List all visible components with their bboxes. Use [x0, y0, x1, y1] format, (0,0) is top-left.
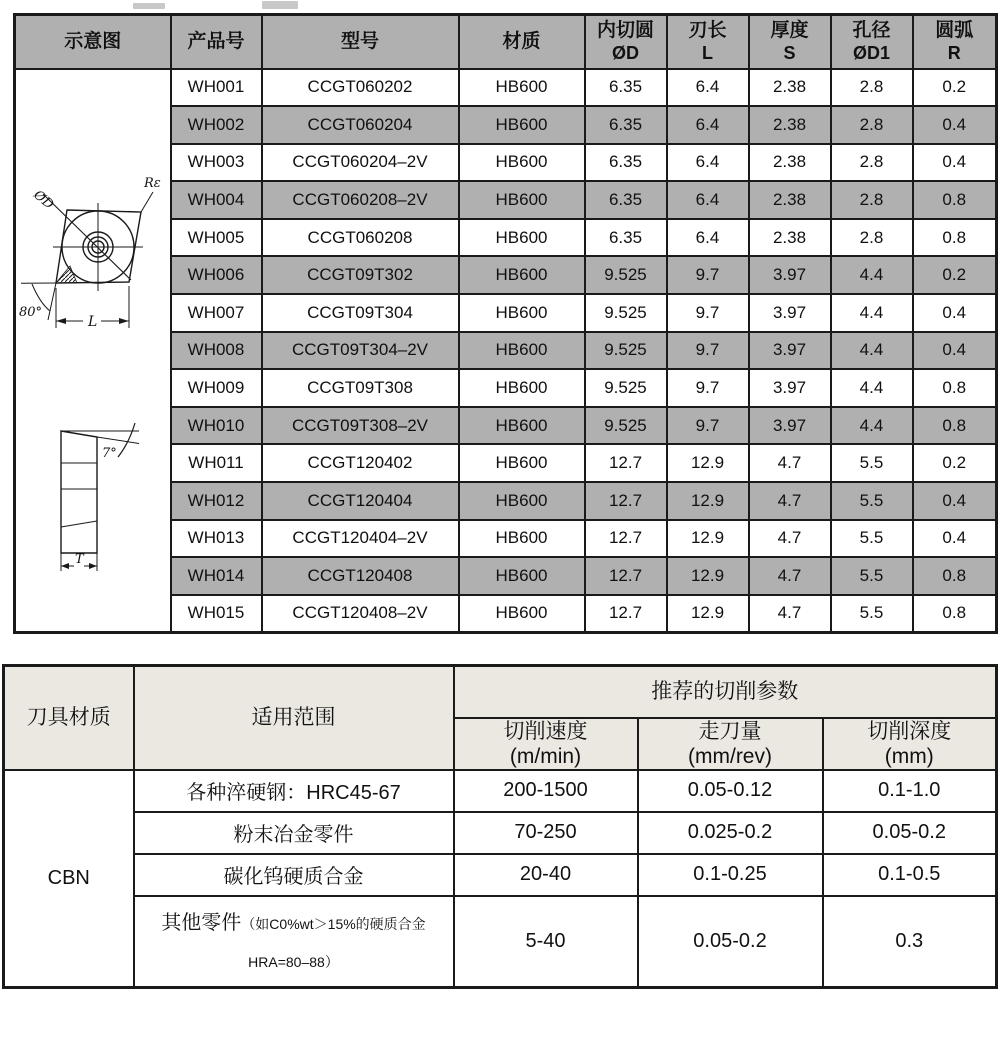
col-header-hole-diameter: 孔径 ØD1 — [831, 15, 913, 69]
spec-cell: 6.35 — [585, 144, 667, 182]
spec-cell: 0.8 — [913, 219, 997, 257]
spec-cell: 2.8 — [831, 106, 913, 144]
spec-cell: 12.9 — [667, 557, 749, 595]
cutting-params-table — [2, 664, 998, 989]
label-relief-angle: 7° — [101, 445, 117, 461]
spec-cell: 9.525 — [585, 369, 667, 407]
spec-cell: 6.35 — [585, 69, 667, 107]
spec-cell: 4.4 — [831, 294, 913, 332]
spec-header-row — [15, 15, 997, 69]
spec-cell: 9.7 — [667, 332, 749, 370]
spec-cell: 4.7 — [749, 595, 831, 633]
col-header-feed-rate: 走刀量 (mm/rev) — [638, 718, 823, 770]
spec-cell: CCGT060208 — [262, 219, 459, 257]
spec-cell: 6.35 — [585, 106, 667, 144]
params-header-row — [4, 666, 997, 718]
speed-cell: 70-250 — [454, 812, 638, 854]
spec-cell: CCGT120404–2V — [262, 520, 459, 558]
col-header-edge-length: 刃长 L — [667, 15, 749, 69]
spec-cell: 6.4 — [667, 69, 749, 107]
spec-cell: 0.2 — [913, 256, 997, 294]
spec-cell: 5.5 — [831, 444, 913, 482]
spec-cell: HB600 — [459, 407, 585, 445]
spec-cell: CCGT09T308 — [262, 369, 459, 407]
spec-cell: HB600 — [459, 294, 585, 332]
spec-cell: 12.7 — [585, 520, 667, 558]
spec-cell: 0.8 — [913, 595, 997, 633]
spec-cell: 4.7 — [749, 482, 831, 520]
spec-cell: 2.38 — [749, 219, 831, 257]
spec-cell: CCGT120404 — [262, 482, 459, 520]
spec-cell: WH010 — [171, 407, 262, 445]
label-edge-length: L — [87, 313, 98, 330]
spec-cell: 2.38 — [749, 144, 831, 182]
spec-cell: HB600 — [459, 106, 585, 144]
spec-cell: 6.35 — [585, 181, 667, 219]
recommended-params-header: 推荐的切削参数 — [454, 666, 997, 718]
spec-cell: HB600 — [459, 144, 585, 182]
spec-cell: 4.7 — [749, 444, 831, 482]
spec-cell: CCGT060202 — [262, 69, 459, 107]
spec-cell: 2.38 — [749, 181, 831, 219]
spec-cell: 4.7 — [749, 520, 831, 558]
spec-cell: 0.4 — [913, 520, 997, 558]
spec-cell: 0.2 — [913, 69, 997, 107]
insert-top-view-drawing — [17, 170, 169, 342]
spec-cell: 12.7 — [585, 482, 667, 520]
col-header-product-no: 产品号 — [171, 15, 262, 69]
spec-cell: 0.4 — [913, 332, 997, 370]
speed-cell: 5-40 — [454, 896, 638, 988]
label-inscribed-diameter: ØD — [30, 187, 56, 213]
spec-cell: 0.4 — [913, 106, 997, 144]
label-thickness: T — [74, 551, 84, 567]
spec-cell: 12.9 — [667, 444, 749, 482]
params-row-tungsten-carbide — [4, 854, 997, 896]
spec-cell: 3.97 — [749, 369, 831, 407]
spec-cell: CCGT09T302 — [262, 256, 459, 294]
spec-cell: 0.4 — [913, 294, 997, 332]
col-header-schematic: 示意图 — [15, 15, 171, 69]
product-spec-table — [13, 13, 998, 634]
spec-cell: 5.5 — [831, 557, 913, 595]
spec-cell: CCGT060208–2V — [262, 181, 459, 219]
depth-cell: 0.05-0.2 — [823, 812, 997, 854]
spec-cell: 5.5 — [831, 595, 913, 633]
spec-cell: CCGT09T308–2V — [262, 407, 459, 445]
application-cell: 各种淬硬钢：HRC45-67 — [134, 770, 454, 812]
params-row-powder-metallurgy — [4, 812, 997, 854]
col-header-inscribed-circle: 内切圆 ØD — [585, 15, 667, 69]
feed-cell: 0.1-0.25 — [638, 854, 823, 896]
spec-cell: 12.7 — [585, 444, 667, 482]
spec-cell: 2.8 — [831, 69, 913, 107]
spec-cell: 0.4 — [913, 482, 997, 520]
feed-cell: 0.05-0.12 — [638, 770, 823, 812]
spec-cell: 9.7 — [667, 407, 749, 445]
spec-cell: WH012 — [171, 482, 262, 520]
scan-artifact — [133, 3, 165, 9]
spec-cell: 0.4 — [913, 144, 997, 182]
spec-cell: CCGT09T304–2V — [262, 332, 459, 370]
col-header-model: 型号 — [262, 15, 459, 69]
spec-row-WH001 — [15, 69, 997, 107]
spec-cell: 4.4 — [831, 407, 913, 445]
col-header-thickness: 厚度 S — [749, 15, 831, 69]
spec-cell: HB600 — [459, 332, 585, 370]
spec-cell: 0.8 — [913, 181, 997, 219]
application-header: 适用范围 — [134, 666, 454, 770]
spec-cell: 2.8 — [831, 144, 913, 182]
spec-cell: CCGT09T304 — [262, 294, 459, 332]
spec-cell: 5.5 — [831, 520, 913, 558]
spec-cell: 12.9 — [667, 520, 749, 558]
spec-cell: HB600 — [459, 369, 585, 407]
speed-cell: 200-1500 — [454, 770, 638, 812]
scan-artifact — [262, 1, 298, 9]
spec-cell: HB600 — [459, 482, 585, 520]
spec-cell: WH001 — [171, 69, 262, 107]
spec-cell: WH008 — [171, 332, 262, 370]
spec-cell: WH002 — [171, 106, 262, 144]
spec-cell: 0.8 — [913, 557, 997, 595]
spec-cell: 0.8 — [913, 369, 997, 407]
spec-cell: 12.9 — [667, 482, 749, 520]
tool-material-value: CBN — [4, 770, 134, 988]
depth-cell: 0.1-1.0 — [823, 770, 997, 812]
spec-cell: 2.8 — [831, 219, 913, 257]
spec-cell: WH014 — [171, 557, 262, 595]
spec-cell: 9.525 — [585, 407, 667, 445]
spec-cell: HB600 — [459, 520, 585, 558]
spec-cell: 4.4 — [831, 369, 913, 407]
schematic-cell — [15, 69, 171, 633]
feed-cell: 0.05-0.2 — [638, 896, 823, 988]
spec-cell: 12.7 — [585, 557, 667, 595]
spec-cell: 5.5 — [831, 482, 913, 520]
spec-cell: 9.7 — [667, 294, 749, 332]
application-cell: 粉末冶金零件 — [134, 812, 454, 854]
spec-cell: CCGT060204–2V — [262, 144, 459, 182]
spec-cell: WH003 — [171, 144, 262, 182]
spec-cell: 0.2 — [913, 444, 997, 482]
col-header-corner-radius: 圆弧 R — [913, 15, 997, 69]
spec-cell: WH009 — [171, 369, 262, 407]
spec-cell: 2.38 — [749, 106, 831, 144]
spec-cell: WH004 — [171, 181, 262, 219]
spec-cell: HB600 — [459, 444, 585, 482]
params-row-other-parts — [4, 896, 997, 988]
spec-cell: 6.4 — [667, 106, 749, 144]
col-header-cutting-depth: 切削深度 (mm) — [823, 718, 997, 770]
spec-cell: WH007 — [171, 294, 262, 332]
spec-cell: HB600 — [459, 219, 585, 257]
tool-material-header: 刀具材质 — [4, 666, 134, 770]
spec-cell: CCGT060204 — [262, 106, 459, 144]
spec-cell: 12.9 — [667, 595, 749, 633]
spec-cell: 9.525 — [585, 332, 667, 370]
col-header-cutting-speed: 切削速度 (m/min) — [454, 718, 638, 770]
spec-cell: 6.35 — [585, 219, 667, 257]
depth-cell: 0.3 — [823, 896, 997, 988]
spec-cell: 2.8 — [831, 181, 913, 219]
spec-cell: HB600 — [459, 256, 585, 294]
spec-cell: 6.4 — [667, 144, 749, 182]
schematic-drawings — [16, 70, 170, 575]
spec-cell: WH013 — [171, 520, 262, 558]
spec-cell: 4.7 — [749, 557, 831, 595]
spec-cell: WH011 — [171, 444, 262, 482]
spec-table-body — [15, 69, 997, 633]
spec-cell: WH005 — [171, 219, 262, 257]
speed-cell: 20-40 — [454, 854, 638, 896]
params-row-hardened-steel — [4, 770, 997, 812]
label-corner-radius: Rε — [143, 175, 161, 191]
spec-cell: 4.4 — [831, 332, 913, 370]
application-cell: 碳化钨硬质合金 — [134, 854, 454, 896]
spec-cell: 9.7 — [667, 256, 749, 294]
spec-cell: WH015 — [171, 595, 262, 633]
spec-cell: 2.38 — [749, 69, 831, 107]
spec-cell: 9.7 — [667, 369, 749, 407]
spec-cell: HB600 — [459, 69, 585, 107]
spec-cell: 4.4 — [831, 256, 913, 294]
spec-cell: HB600 — [459, 181, 585, 219]
spec-cell: 6.4 — [667, 181, 749, 219]
spec-cell: CCGT120408–2V — [262, 595, 459, 633]
insert-side-view-drawing — [17, 423, 169, 575]
spec-cell: 9.525 — [585, 256, 667, 294]
application-cell: 其他零件（如C0%wt＞15%的硬质合金HRA=80–88） — [134, 896, 454, 988]
feed-cell: 0.025-0.2 — [638, 812, 823, 854]
spec-cell: HB600 — [459, 557, 585, 595]
spec-cell: CCGT120408 — [262, 557, 459, 595]
spec-cell: WH006 — [171, 256, 262, 294]
spec-cell: 12.7 — [585, 595, 667, 633]
spec-cell: 3.97 — [749, 332, 831, 370]
spec-cell: 0.8 — [913, 407, 997, 445]
spec-cell: CCGT120402 — [262, 444, 459, 482]
spec-cell: 6.4 — [667, 219, 749, 257]
depth-cell: 0.1-0.5 — [823, 854, 997, 896]
spec-cell: 3.97 — [749, 256, 831, 294]
spec-cell: HB600 — [459, 595, 585, 633]
spec-cell: 9.525 — [585, 294, 667, 332]
spec-cell: 3.97 — [749, 407, 831, 445]
col-header-material: 材质 — [459, 15, 585, 69]
spec-cell: 3.97 — [749, 294, 831, 332]
label-insert-angle: 80° — [18, 304, 42, 320]
